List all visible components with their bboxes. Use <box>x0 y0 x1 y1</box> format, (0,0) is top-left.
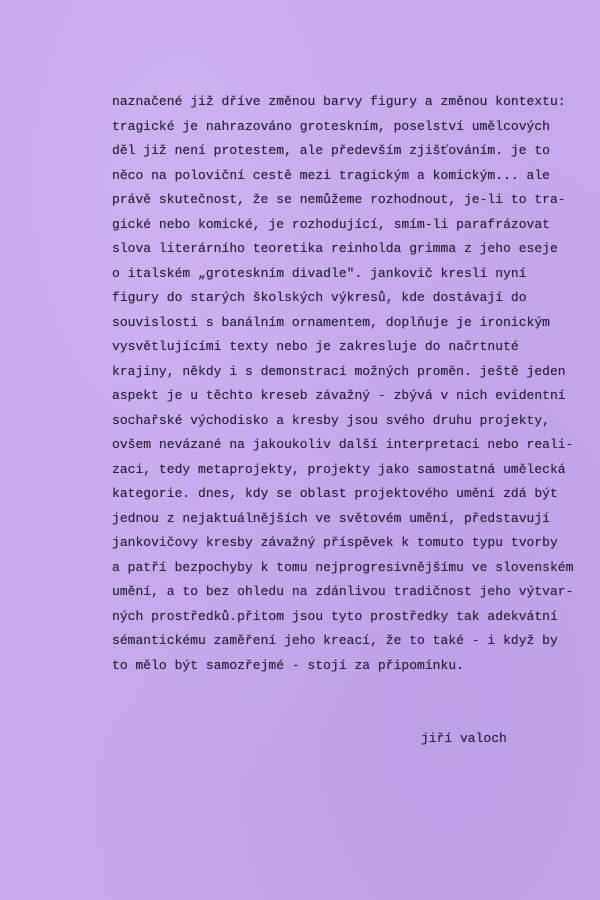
text-line: ných prostředků.přitom jsou tyto prostředky tak adekvátní <box>112 608 558 624</box>
text-line: jednou z nejaktuálnějších ve světovém umění, představují <box>112 510 550 526</box>
text-line: gické nebo komické, je rozhodující, smím-li parafrázovat <box>112 216 550 232</box>
text-line: děl již není protestem, ale především zjišťováním. je to <box>112 143 550 158</box>
text-line: zaci, tedy metaprojekty, projekty jako samostatná umělecká <box>112 461 566 477</box>
text-line: aspekt je u těchto kreseb závažný - zbývá v nich evidentní <box>112 388 566 403</box>
text-line: právě skutečnost, že se nemůžeme rozhodnout, je-li to tra- <box>112 192 566 207</box>
body-text <box>112 90 582 678</box>
text-line: figury do starých školských výkresů, kde dostávají do <box>112 290 527 305</box>
text-line: a patří bezpochyby k tomu nejprogresivnějšímu ve slovenském <box>112 559 574 575</box>
author-signature: jiří valoch <box>421 731 507 746</box>
text-line: souvislosti s banálním ornamentem, doplňuje je ironickým <box>112 314 550 330</box>
text-line: umění, a to bez ohledu na zdánlivou tradičnost jeho výtvar- <box>112 584 574 599</box>
text-line: ovšem nevázané na jakoukoliv další interpretaci nebo reali- <box>112 437 574 452</box>
text-line: vysvětlujícími texty nebo je zakresluje do načrtnuté <box>112 339 519 354</box>
text-line: naznačené již dříve změnou barvy figury a změnou kontextu: <box>112 94 566 109</box>
text-line: to mělo být samozřejmé - stojí za připomínku. <box>112 657 464 673</box>
text-line: slova literárního teoretika reinholda grimma z jeho eseje <box>112 241 558 256</box>
text-line: jankovičovy kresby závažný příspěvek k tomuto typu tvorby <box>112 535 558 550</box>
text-line: sémantickému zaměření jeho kreací, že to také - i když by <box>112 633 558 648</box>
text-line: krajiny, někdy i s demonstrací možných proměn. ještě jeden <box>112 363 566 379</box>
text-line: kategorie. dnes, kdy se oblast projektového umění zdá být <box>112 486 558 501</box>
text-line: tragické je nahrazováno groteskním, poselství umělcových <box>112 118 550 134</box>
text-line: něco na poloviční cestě mezi tragickým a komickým... ale <box>112 167 550 183</box>
text-line: sochařské východisko a kresby jsou svého druhu projekty, <box>112 412 550 428</box>
text-line: o italském „groteskním divadle". jankovič kreslí nyní <box>112 265 527 281</box>
